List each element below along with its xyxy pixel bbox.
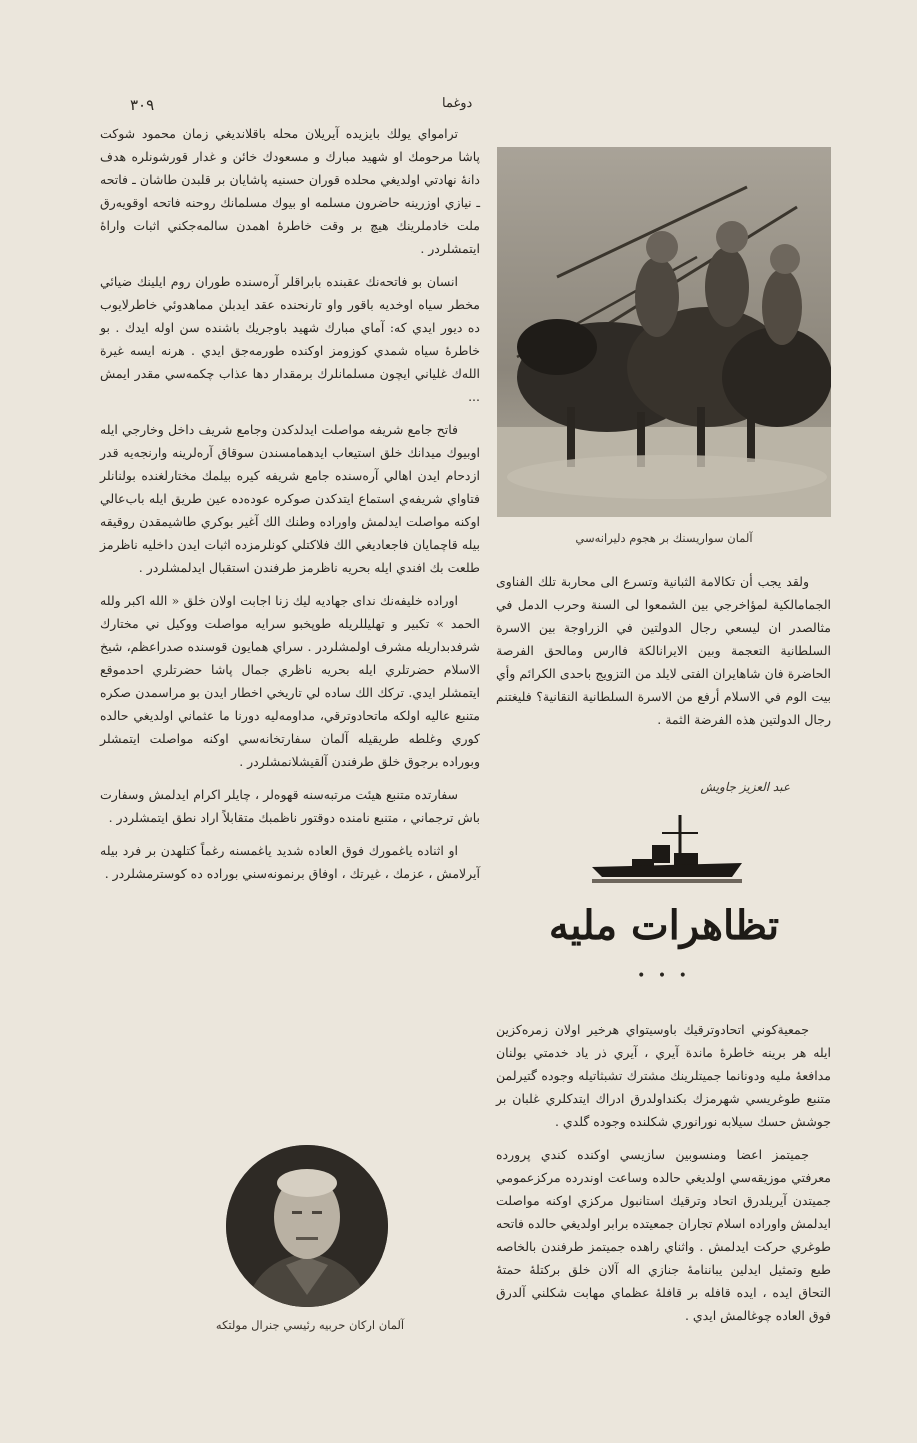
paragraph: جميتمز اعضا ومنسوبين سازيسي اوكنده كندي پرورده معرفتي موزيقه‌سي اولديغي حالده وساعت اوندرده مركزعمومي جميتدن آيريلدرق اتحاد وترقيك استانبول مركزي اوكنه مواصلت ايدلمش واوراده اسلام تجاران جمعيتده برابر اولديغي حالده فاتحه طوغري حركت ايدلمش . واثناي راهده جميتمز طرفندن بالخاصه طبع وتمثيل ايدلين يباننامۀ جنازي اله آلان خلق بركتلهٔ حمتۀ التحاق ايده ، ايده قافله بر قافلهٔ عظماي مهابت شكلني آلدرق فوق العاده چوغالمش ايدي . bbox=[496, 1147, 831, 1323]
author-signature: عبد العزيز جاويش bbox=[700, 780, 790, 794]
cavalry-charge-photo bbox=[497, 147, 831, 517]
cavalry-illustration bbox=[497, 147, 831, 517]
paragraph: اوراده خليفه‌نك ندای جهاديه ليك زنا اجابت اولان خلق « الله اكبر ولله الحمد » تكبير و تهليللريله طوپخبو سرايه مواصلت ووكيل ني مختارك شرفدبداريله مشرف اولمشلردر . سراي همايون قوسنده صدراعظم، شيخ الاسلام حضرتلري ايله بحريه ناظري جمال پاشا حضرتلري احدموقع ايتمشلر ايدي. تركك الك ساده لي تاريخي اخطار ايدن بو مراسمدن صكره متنبع عاليه اولكه ماتحادوترقي، مداومه‌ليه دورنا ما عثماني اولديغي حالده كوري وغلطه طريقيله آلمان سفارتخانه‌سي اوكنه مواصلت ايتمشلر وبوراده برجوق خلق طرفندن آلقيشلانمشلردر . bbox=[100, 593, 480, 769]
moltke-portrait-photo bbox=[226, 1145, 388, 1307]
left-column-text bbox=[100, 122, 480, 895]
portrait-illustration bbox=[226, 1145, 388, 1307]
photo-caption-cavalry: آلمان سواريسنك بر هجوم دليرانه‌سي bbox=[575, 531, 753, 545]
paragraph: ترامواي يولك بايزيده آيريلان محله باقلانديغي زمان محمود شوكت پاشا مرحومك او شهيد مبارك و مسعودك خائن و غدار قورشونلره هدف دانۀ نهادتي اولديغي محلده قوران حسنيه پاشايان بر قلبدن طاشان ـ فاتحه ـ نيازي اوزرينه حاضرون مسلمه او بيوك مسلمانك روحنه فاتحه اوقويه‌رق ملت خادملرينك هيچ بر وقت خاطرۀ اهمدن سالمه‌جكني اثبات واراهٔ ايتمشلردر . bbox=[100, 126, 480, 256]
paragraph: فاتح جامع شريفه مواصلت ايدلدكدن وجامع شريف داخل وخارجي ايله اوبيوك ميدانك خلق استيعاب ايدهمامسندن سوقاق آره‌لرينه وارنجه‌يه قدر ازدحام ايدن اهالي آره‌سنده جامع شريفه كيره بيلمك مختارلغنده بولنانلر فتاواي شريفه‌ي استماع ايتدكدن صوكره عوده‌ده عين طريق ايله باب‌عالي اوكنه مواصلت ايدلمش واوراده وطنك الك آغير بوكري طاشيمقدن روقيقه بيله قاچمايان فاجعاديغي الك فلاكتلي كونلرمزده اثبات ايدن داخليه ناظرمز طلعت بك افندي ايله بحريه ناظرمز طرفندن استقبال ايدلمشلردر . bbox=[100, 422, 480, 575]
section-title: تظاهرات مليه bbox=[548, 902, 780, 949]
journal-title: دوغما bbox=[442, 96, 473, 111]
paragraph: انسان بو فاتحه‌نك عقبنده بابراقلر آره‌سنده طوران روم ايلينك ضيائي مخطر سياه اوخديه باقور واو تارنحنده عقد ايدبلن مماهدوئي خاطرلايوب ده ديور ايدي كه: آماي مبارك شهيد باوجريك باشنده سن اوله ايدك . بو خاطرۀ سياه شمدي كوزومز اوكنده طورمه‌جق ايدي . هرنه ايسه غيرة الله‌ك غلياني ايچون مسلمانلرك برمقدار دها عذاب چكمه‌سي مقدر ايمش ... bbox=[100, 274, 480, 404]
page-number: ٣٠٩ bbox=[130, 96, 155, 114]
right-column-arabic-text bbox=[496, 570, 831, 741]
right-column-text bbox=[496, 1018, 831, 1337]
warship-icon bbox=[592, 815, 742, 890]
paragraph: سفارتده متنبع هيئت مرتبه‌سنه قهوه‌لر ، چايلر اكرام ايدلمش وسفارت باش ترجماني ، متنبع نامنده دوقتور ناظمبك متقابلاً اراد نطق ايتمشلردر . bbox=[100, 787, 480, 825]
section-divider: • • • bbox=[637, 968, 691, 984]
paragraph: او اثناده ياغمورك فوق العاده شديد ياغمسنه رغماً كتلهدن بر فرد بيله آيرلامش ، عزمك ، غيرتك ، اوفاق برنمونه‌سني بوراده ده كوسترمشلردر . bbox=[100, 843, 480, 881]
warship-illustration bbox=[592, 815, 742, 890]
paragraph: جمعيةكوني اتحادوترقيك باوسيتواي هرخير اولان زمره‌كزين ايله هر برينه خاطرۀ ماندة آيري ، آيري ذر ياد خدمتي بولنان مدافعۀ مليه ودونانما جميتلرينك مشترك تشبثاتيله وجوده گتيرلمن متنبع طوغريسي شهرمزك بكنداولدرق ادراك ايتدكلري غلبان بر جوشش حسك سيلابه نورانوري شكلنده وجوده گلدي . bbox=[496, 1022, 831, 1129]
photo-caption-portrait: آلمان اركان حربيه رئيسي جنرال مولتكه bbox=[215, 1318, 405, 1332]
paragraph: ولقد يجب أن تكالامة الثبانية وتسرع الى محاربة تلك الفناوى الجمامالكية لمؤاخرجي بين الشمعوا لى السنة وحرب الدمل في مثالصدر ان ليسعي رجال الدولتين في الزراوجة بين الاسرة السلطانية التعجمة وبين الايرانالكة فاارس ومالحق الفرصة الحاضرة فان شاهايران الفتى لايلد من التزويج باحدى الكرائم وأي بيت الوم في الاسلام أرفع من الاسرة السلطانية النقانية؟ فليغتنم رجال الدولتين هذه الفرضة الثمة . bbox=[496, 574, 831, 727]
